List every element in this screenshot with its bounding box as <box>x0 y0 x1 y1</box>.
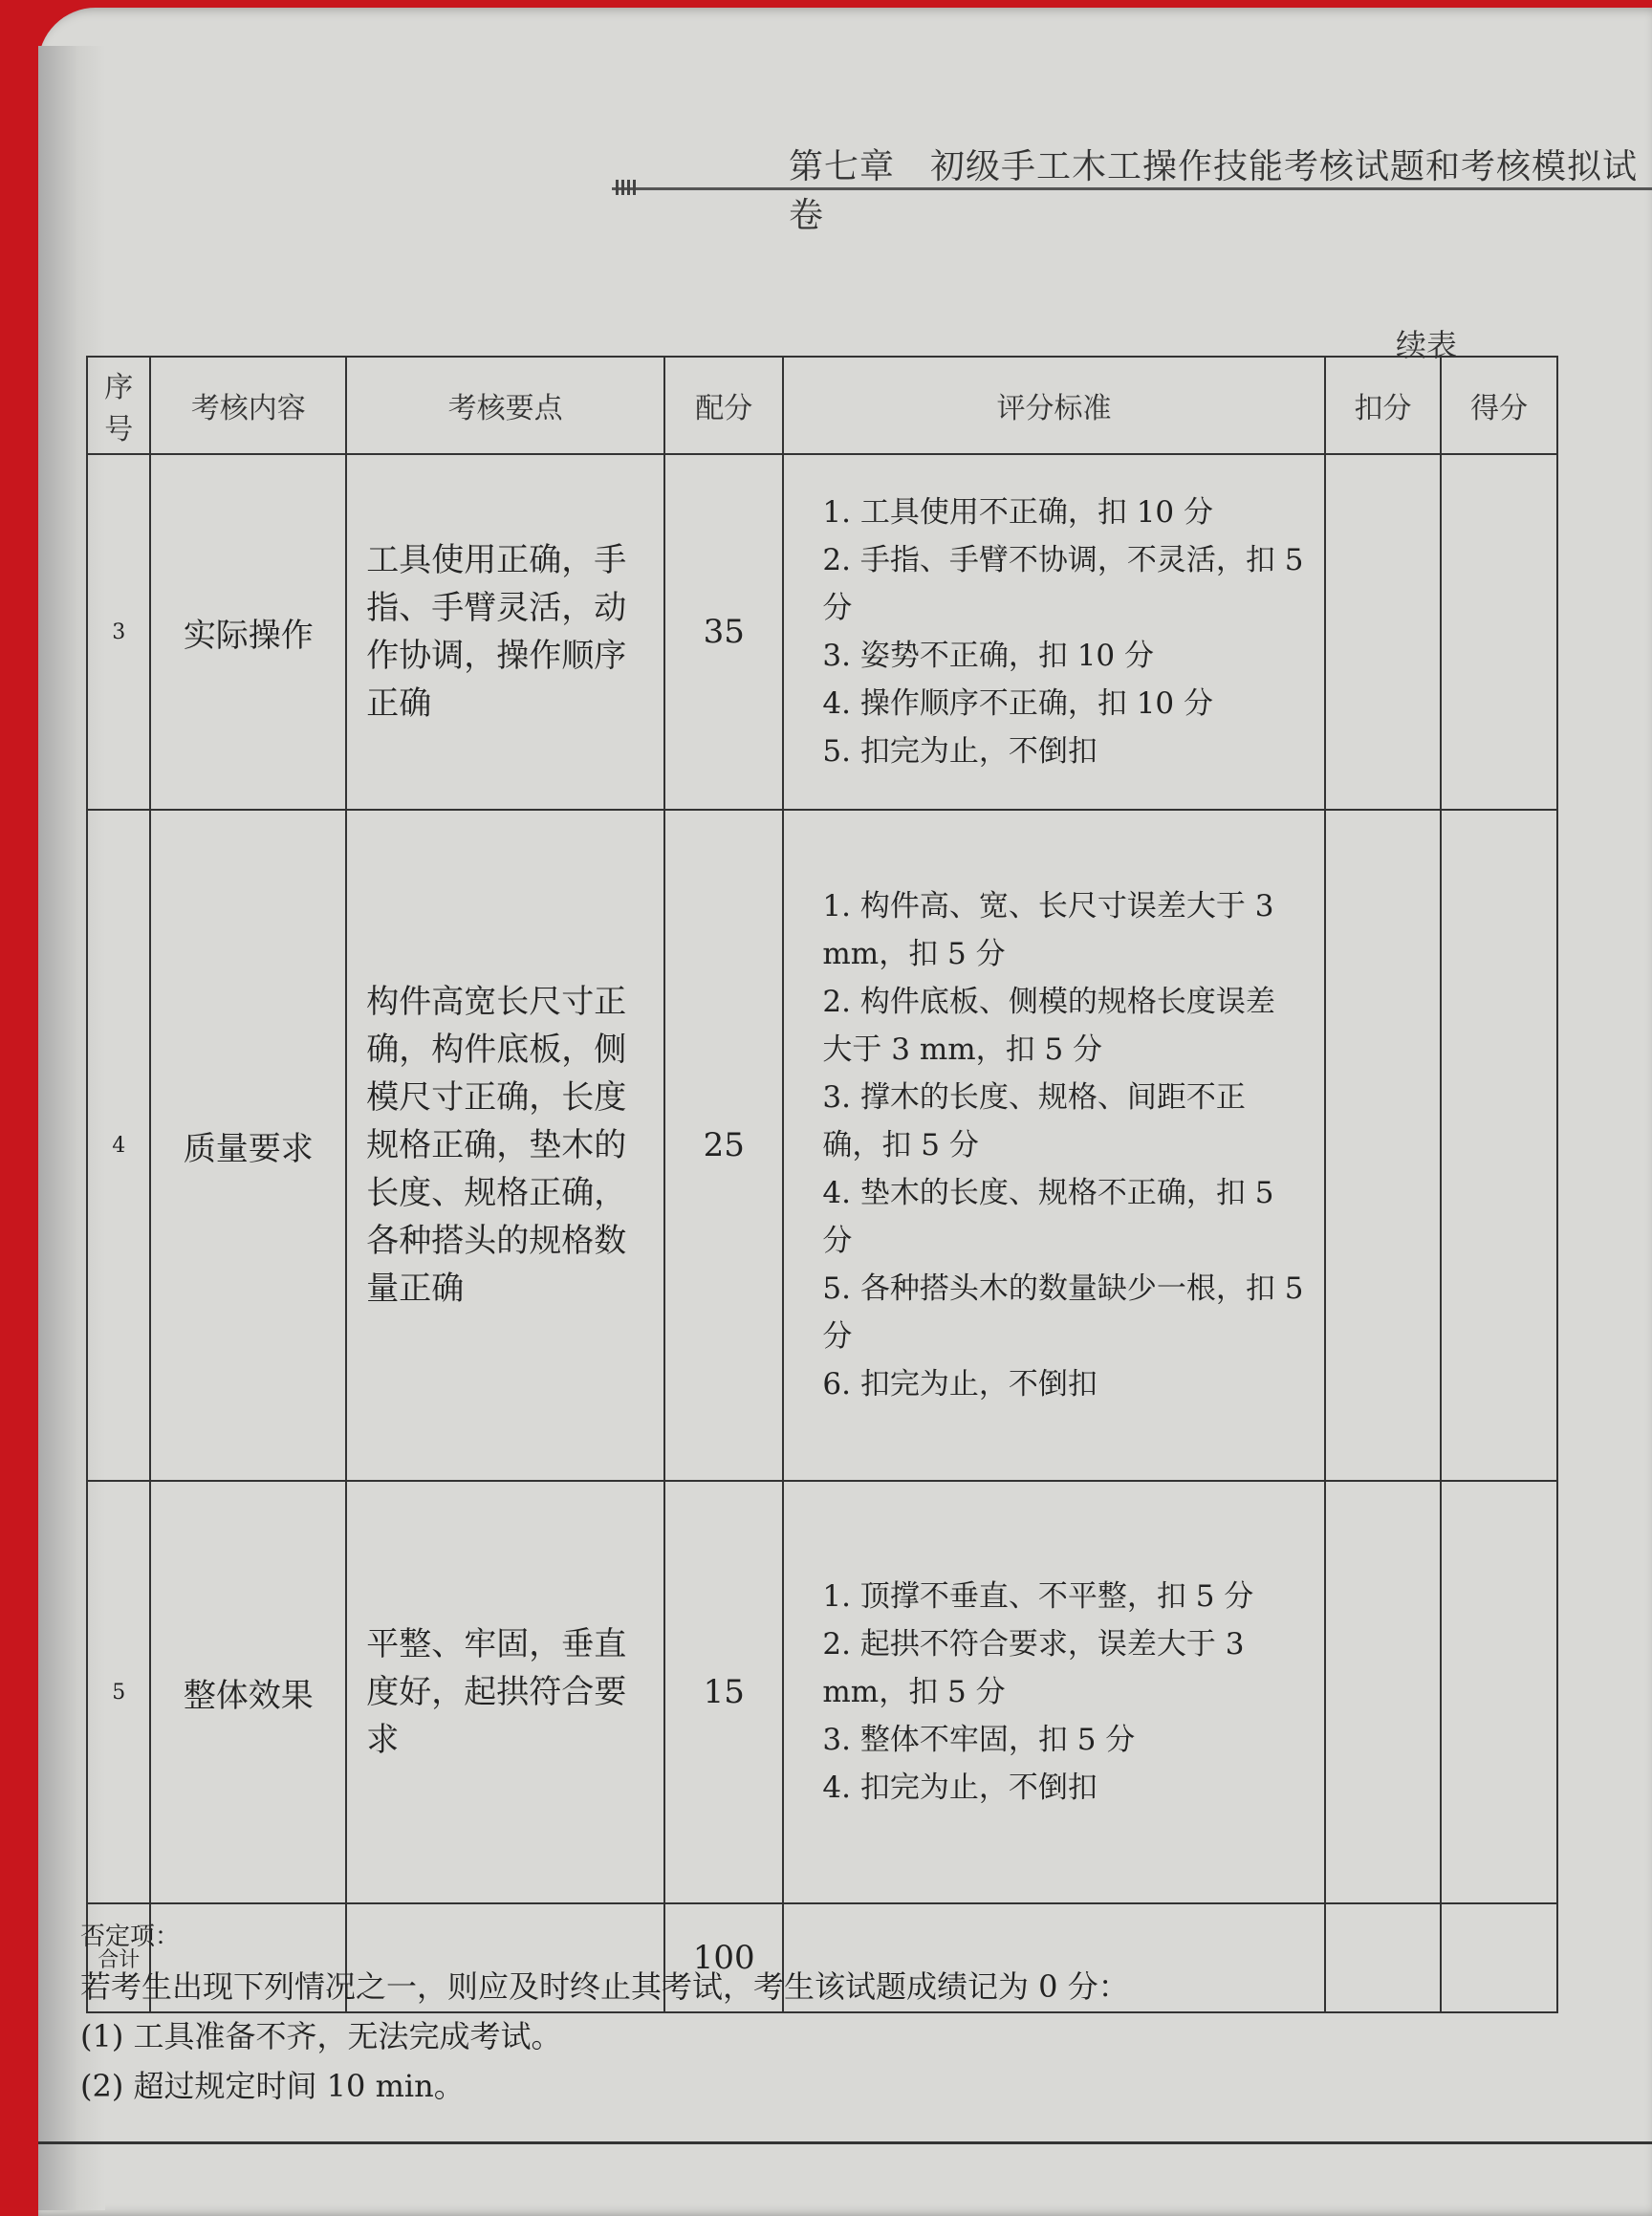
criteria-item: 2. 构件底板、侧模的规格长度误差大于 3 mm，扣 5 分 <box>822 985 1275 1067</box>
got-cell <box>1441 454 1557 810</box>
criteria-item: 3. 整体不牢固，扣 5 分 <box>822 1723 1136 1757</box>
notes-item: (1) 工具准备不齐，无法完成考试。 <box>80 2018 562 2054</box>
running-header <box>612 130 1652 235</box>
row-content: 整体效果 <box>150 1481 346 1903</box>
col-header-content: 考核内容 <box>150 357 346 454</box>
row-points: 工具使用正确，手指、手臂灵活，动作协调，操作顺序正确 <box>346 454 664 810</box>
row-number: 4 <box>87 810 150 1481</box>
header-ornament <box>616 180 639 195</box>
col-header-no: 序号 <box>87 357 150 454</box>
row-score: 25 <box>664 810 783 1481</box>
row-content: 实际操作 <box>150 454 346 810</box>
col-header-got: 得分 <box>1441 357 1557 454</box>
continued-label: 续表 <box>1396 327 1458 363</box>
row-points: 平整、牢固，垂直度好，起拱符合要求 <box>346 1481 664 1903</box>
row-number: 5 <box>87 1481 150 1903</box>
total-score: 100 <box>664 1903 783 2012</box>
deduct-cell <box>1325 810 1442 1481</box>
criteria-item: 4. 操作顺序不正确，扣 10 分 <box>822 686 1213 721</box>
row-number: 3 <box>87 454 150 810</box>
criteria-item: 3. 姿势不正确，扣 10 分 <box>822 639 1154 673</box>
col-header-deduct: 扣分 <box>1325 357 1442 454</box>
table-row <box>87 1481 1557 1903</box>
row-score: 15 <box>664 1481 783 1903</box>
criteria-item: 3. 撑木的长度、规格、间距不正确，扣 5 分 <box>822 1080 1246 1162</box>
row-score: 35 <box>664 454 783 810</box>
criteria-item: 1. 顶撑不垂直、不平整，扣 5 分 <box>822 1579 1254 1614</box>
criteria-item: 5. 扣完为止，不倒扣 <box>822 734 1098 769</box>
got-cell <box>1441 1481 1557 1903</box>
criteria-item: 4. 垫木的长度、规格不正确，扣 5 分 <box>822 1176 1274 1258</box>
bottom-rule <box>38 2141 1652 2144</box>
table-row <box>87 810 1557 1481</box>
criteria-item: 2. 手指、手臂不协调，不灵活，扣 5 分 <box>822 543 1304 625</box>
criteria-item: 5. 各种搭头木的数量缺少一根，扣 5 分 <box>822 1271 1304 1354</box>
row-content: 质量要求 <box>150 810 346 1481</box>
notes-intro: 若考生出现下列情况之一，则应及时终止其考试，考生该试题成绩记为 0 分： <box>80 1968 1129 2005</box>
chapter-title: 第七章 初级手工木工操作技能考核试题和考核模拟试卷 <box>789 147 1639 235</box>
col-header-score: 配分 <box>664 357 783 454</box>
table-row <box>87 454 1557 810</box>
header-rule <box>612 187 1652 190</box>
criteria-item: 4. 扣完为止，不倒扣 <box>822 1771 1098 1805</box>
deduct-cell <box>1325 454 1442 810</box>
notes-title: 否定项： <box>80 1923 181 1951</box>
deduct-cell <box>1325 1481 1442 1903</box>
notes-item: (2) 超过规定时间 10 min。 <box>80 2068 465 2104</box>
criteria-item: 6. 扣完为止，不倒扣 <box>822 1367 1098 1401</box>
total-label: 合计 <box>87 1903 150 2012</box>
got-cell <box>1441 810 1557 1481</box>
col-header-criteria: 评分标准 <box>783 357 1324 454</box>
row-criteria <box>783 810 1324 1481</box>
row-criteria <box>783 454 1324 810</box>
row-criteria <box>783 1481 1324 1903</box>
criteria-item: 2. 起拱不符合要求，误差大于 3 mm，扣 5 分 <box>822 1627 1245 1709</box>
row-points: 构件高宽长尺寸正确，构件底板，侧模尺寸正确，长度规格正确，垫木的长度、规格正确，各种搭头的规格数量正确 <box>346 810 664 1481</box>
scoring-table <box>86 356 1558 2013</box>
col-header-points: 考核要点 <box>346 357 664 454</box>
table-header-row <box>87 357 1557 454</box>
criteria-item: 1. 构件高、宽、长尺寸误差大于 3 mm，扣 5 分 <box>822 889 1274 971</box>
criteria-item: 1. 工具使用不正确，扣 10 分 <box>822 495 1213 530</box>
negation-notes <box>80 1912 1514 2111</box>
